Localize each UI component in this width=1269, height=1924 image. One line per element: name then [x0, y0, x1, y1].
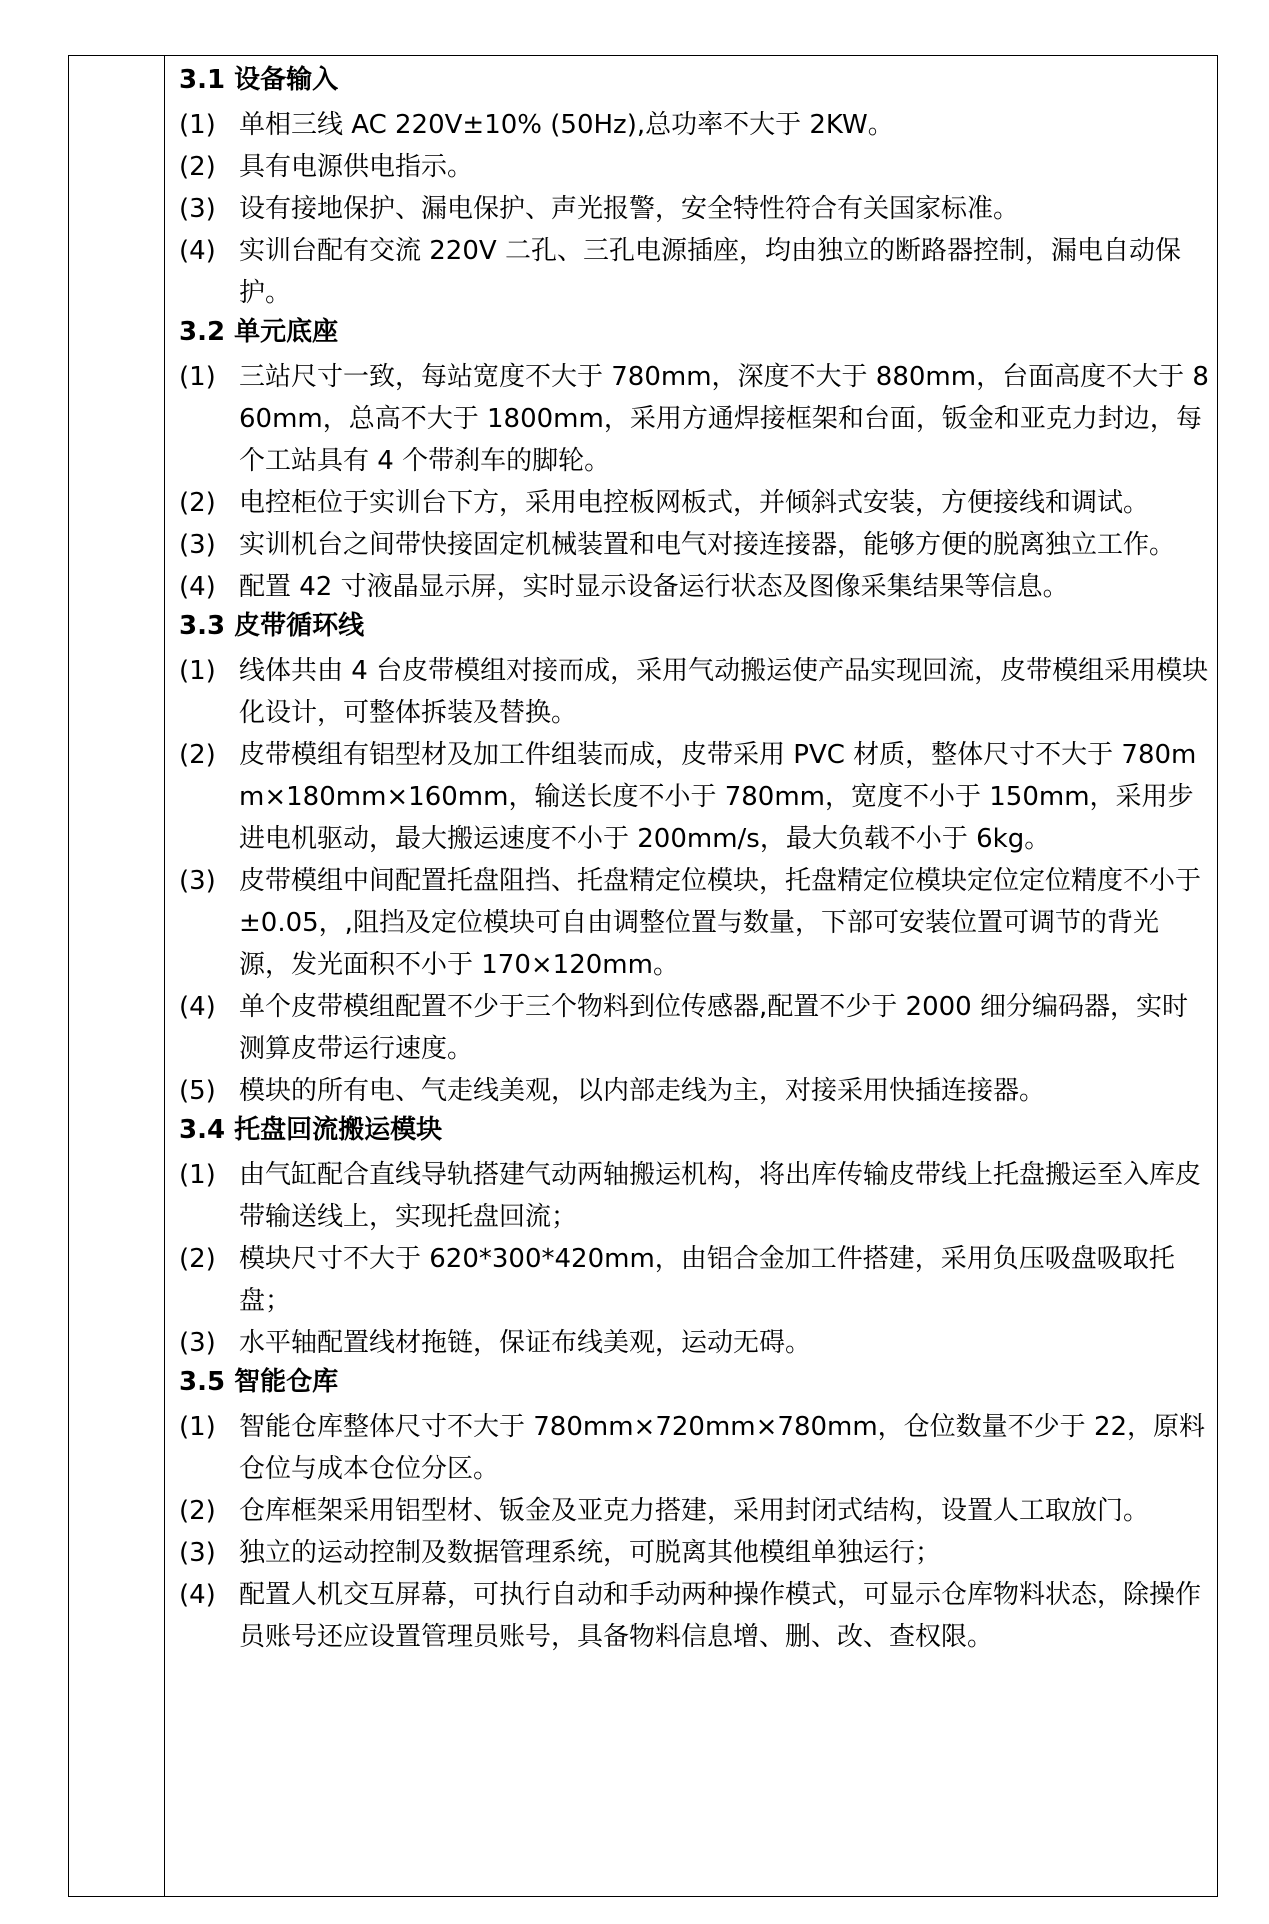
item-number: (1): [179, 1412, 216, 1442]
item-number: (5): [179, 1076, 216, 1106]
list-item: [179, 146, 1209, 188]
item-number: (4): [179, 992, 216, 1022]
table-content-cell: [179, 62, 1209, 1658]
item-number: (2): [179, 740, 216, 770]
item-text: 配置人机交互屏幕，可执行自动和手动两种操作模式，可显示仓库物料状态，除操作员账号还应设置管理员账号，具备物料信息增、删、改、查权限。: [239, 1580, 1202, 1652]
item-text: 三站尺寸一致，每站宽度不大于 780mm，深度不大于 880mm，台面高度不大于 860mm，总高不大于 1800mm，采用方通焊接框架和台面，钣金和亚克力封边，每个工站具有 4 个带刹车的脚轮。: [239, 362, 1209, 476]
table-left-column: [69, 56, 165, 1896]
document-table: [68, 55, 1218, 1897]
list-item: [179, 104, 1209, 146]
item-number: (1): [179, 656, 216, 686]
section-3-1: [179, 62, 1209, 314]
list-item: [179, 1154, 1209, 1238]
item-number: (3): [179, 1538, 216, 1568]
item-text: 皮带模组中间配置托盘阻挡、托盘精定位模块，托盘精定位模块定位定位精度不小于±0.05，,阻挡及定位模块可自由调整位置与数量，下部可安装位置可调节的背光源，发光面积不小于 170×120mm。: [239, 866, 1202, 980]
list-item: [179, 1406, 1209, 1490]
list-item: [179, 1574, 1209, 1658]
list-item: [179, 356, 1209, 482]
item-text: 模块的所有电、气走线美观，以内部走线为主，对接采用快插连接器。: [239, 1076, 1046, 1106]
section-3-5: [179, 1364, 1209, 1658]
list-item: [179, 1490, 1209, 1532]
item-text: 模块尺寸不大于 620*300*420mm，由铝合金加工件搭建，采用负压吸盘吸取托盘；: [239, 1244, 1175, 1316]
item-text: 实训台配有交流 220V 二孔、三孔电源插座，均由独立的断路器控制，漏电自动保护。: [239, 236, 1181, 308]
item-number: (1): [179, 362, 216, 392]
item-number: (2): [179, 488, 216, 518]
item-number: (4): [179, 236, 216, 266]
item-number: (2): [179, 1244, 216, 1274]
list-item: [179, 650, 1209, 734]
item-number: (3): [179, 866, 216, 896]
section-heading: 3.4 托盘回流搬运模块: [179, 1115, 443, 1145]
section-3-3: [179, 608, 1209, 1112]
list-item: [179, 1322, 1209, 1364]
list-item: [179, 860, 1209, 986]
item-number: (3): [179, 194, 216, 224]
item-number: (1): [179, 1160, 216, 1190]
list-item: [179, 566, 1209, 608]
item-number: (4): [179, 1580, 216, 1610]
section-3-2: [179, 314, 1209, 608]
item-text: 智能仓库整体尺寸不大于 780mm×720mm×780mm，仓位数量不少于 22，原料仓位与成本仓位分区。: [239, 1412, 1206, 1484]
list-item: [179, 734, 1209, 860]
item-text: 由气缸配合直线导轨搭建气动两轴搬运机构，将出库传输皮带线上托盘搬运至入库皮带输送线上，实现托盘回流；: [239, 1160, 1202, 1232]
item-text: 线体共由 4 台皮带模组对接而成，采用气动搬运使产品实现回流，皮带模组采用模块化设计，可整体拆装及替换。: [239, 656, 1209, 728]
section-heading: 3.3 皮带循环线: [179, 611, 365, 641]
item-text: 皮带模组有铝型材及加工件组装而成，皮带采用 PVC 材质，整体尺寸不大于 780mm×180mm×160mm，输送长度不小于 780mm，宽度不小于 150mm，采用步进电机驱动，最大搬运速度不小于 200mm/s，最大负载不小于 6kg。: [239, 740, 1197, 854]
item-text: 配置 42 寸液晶显示屏，实时显示设备运行状态及图像采集结果等信息。: [239, 572, 1069, 602]
section-heading: 3.2 单元底座: [179, 317, 339, 347]
item-text: 实训机台之间带快接固定机械装置和电气对接连接器，能够方便的脱离独立工作。: [239, 530, 1176, 560]
list-item: [179, 1238, 1209, 1322]
list-item: [179, 986, 1209, 1070]
section-heading: 3.1 设备输入: [179, 65, 339, 95]
section-3-4: [179, 1112, 1209, 1364]
list-item: [179, 482, 1209, 524]
item-number: (3): [179, 530, 216, 560]
item-number: (2): [179, 1496, 216, 1526]
item-text: 仓库框架采用铝型材、钣金及亚克力搭建，采用封闭式结构，设置人工取放门。: [239, 1496, 1150, 1526]
list-item: [179, 524, 1209, 566]
item-text: 具有电源供电指示。: [239, 152, 474, 182]
item-number: (2): [179, 152, 216, 182]
item-text: 独立的运动控制及数据管理系统，可脱离其他模组单独运行；: [239, 1538, 942, 1568]
item-text: 设有接地保护、漏电保护、声光报警，安全特性符合有关国家标准。: [239, 194, 1020, 224]
item-text: 单个皮带模组配置不少于三个物料到位传感器,配置不少于 2000 细分编码器，实时测算皮带运行速度。: [239, 992, 1188, 1064]
list-item: [179, 230, 1209, 314]
list-item: [179, 188, 1209, 230]
section-heading: 3.5 智能仓库: [179, 1367, 339, 1397]
item-number: (3): [179, 1328, 216, 1358]
item-text: 电控柜位于实训台下方，采用电控板网板式，并倾斜式安装，方便接线和调试。: [239, 488, 1150, 518]
item-text: 水平轴配置线材拖链，保证布线美观，运动无碍。: [239, 1328, 812, 1358]
list-item: [179, 1070, 1209, 1112]
item-number: (4): [179, 572, 216, 602]
item-text: 单相三线 AC 220V±10% (50Hz),总功率不大于 2KW。: [239, 110, 894, 140]
list-item: [179, 1532, 1209, 1574]
item-number: (1): [179, 110, 216, 140]
